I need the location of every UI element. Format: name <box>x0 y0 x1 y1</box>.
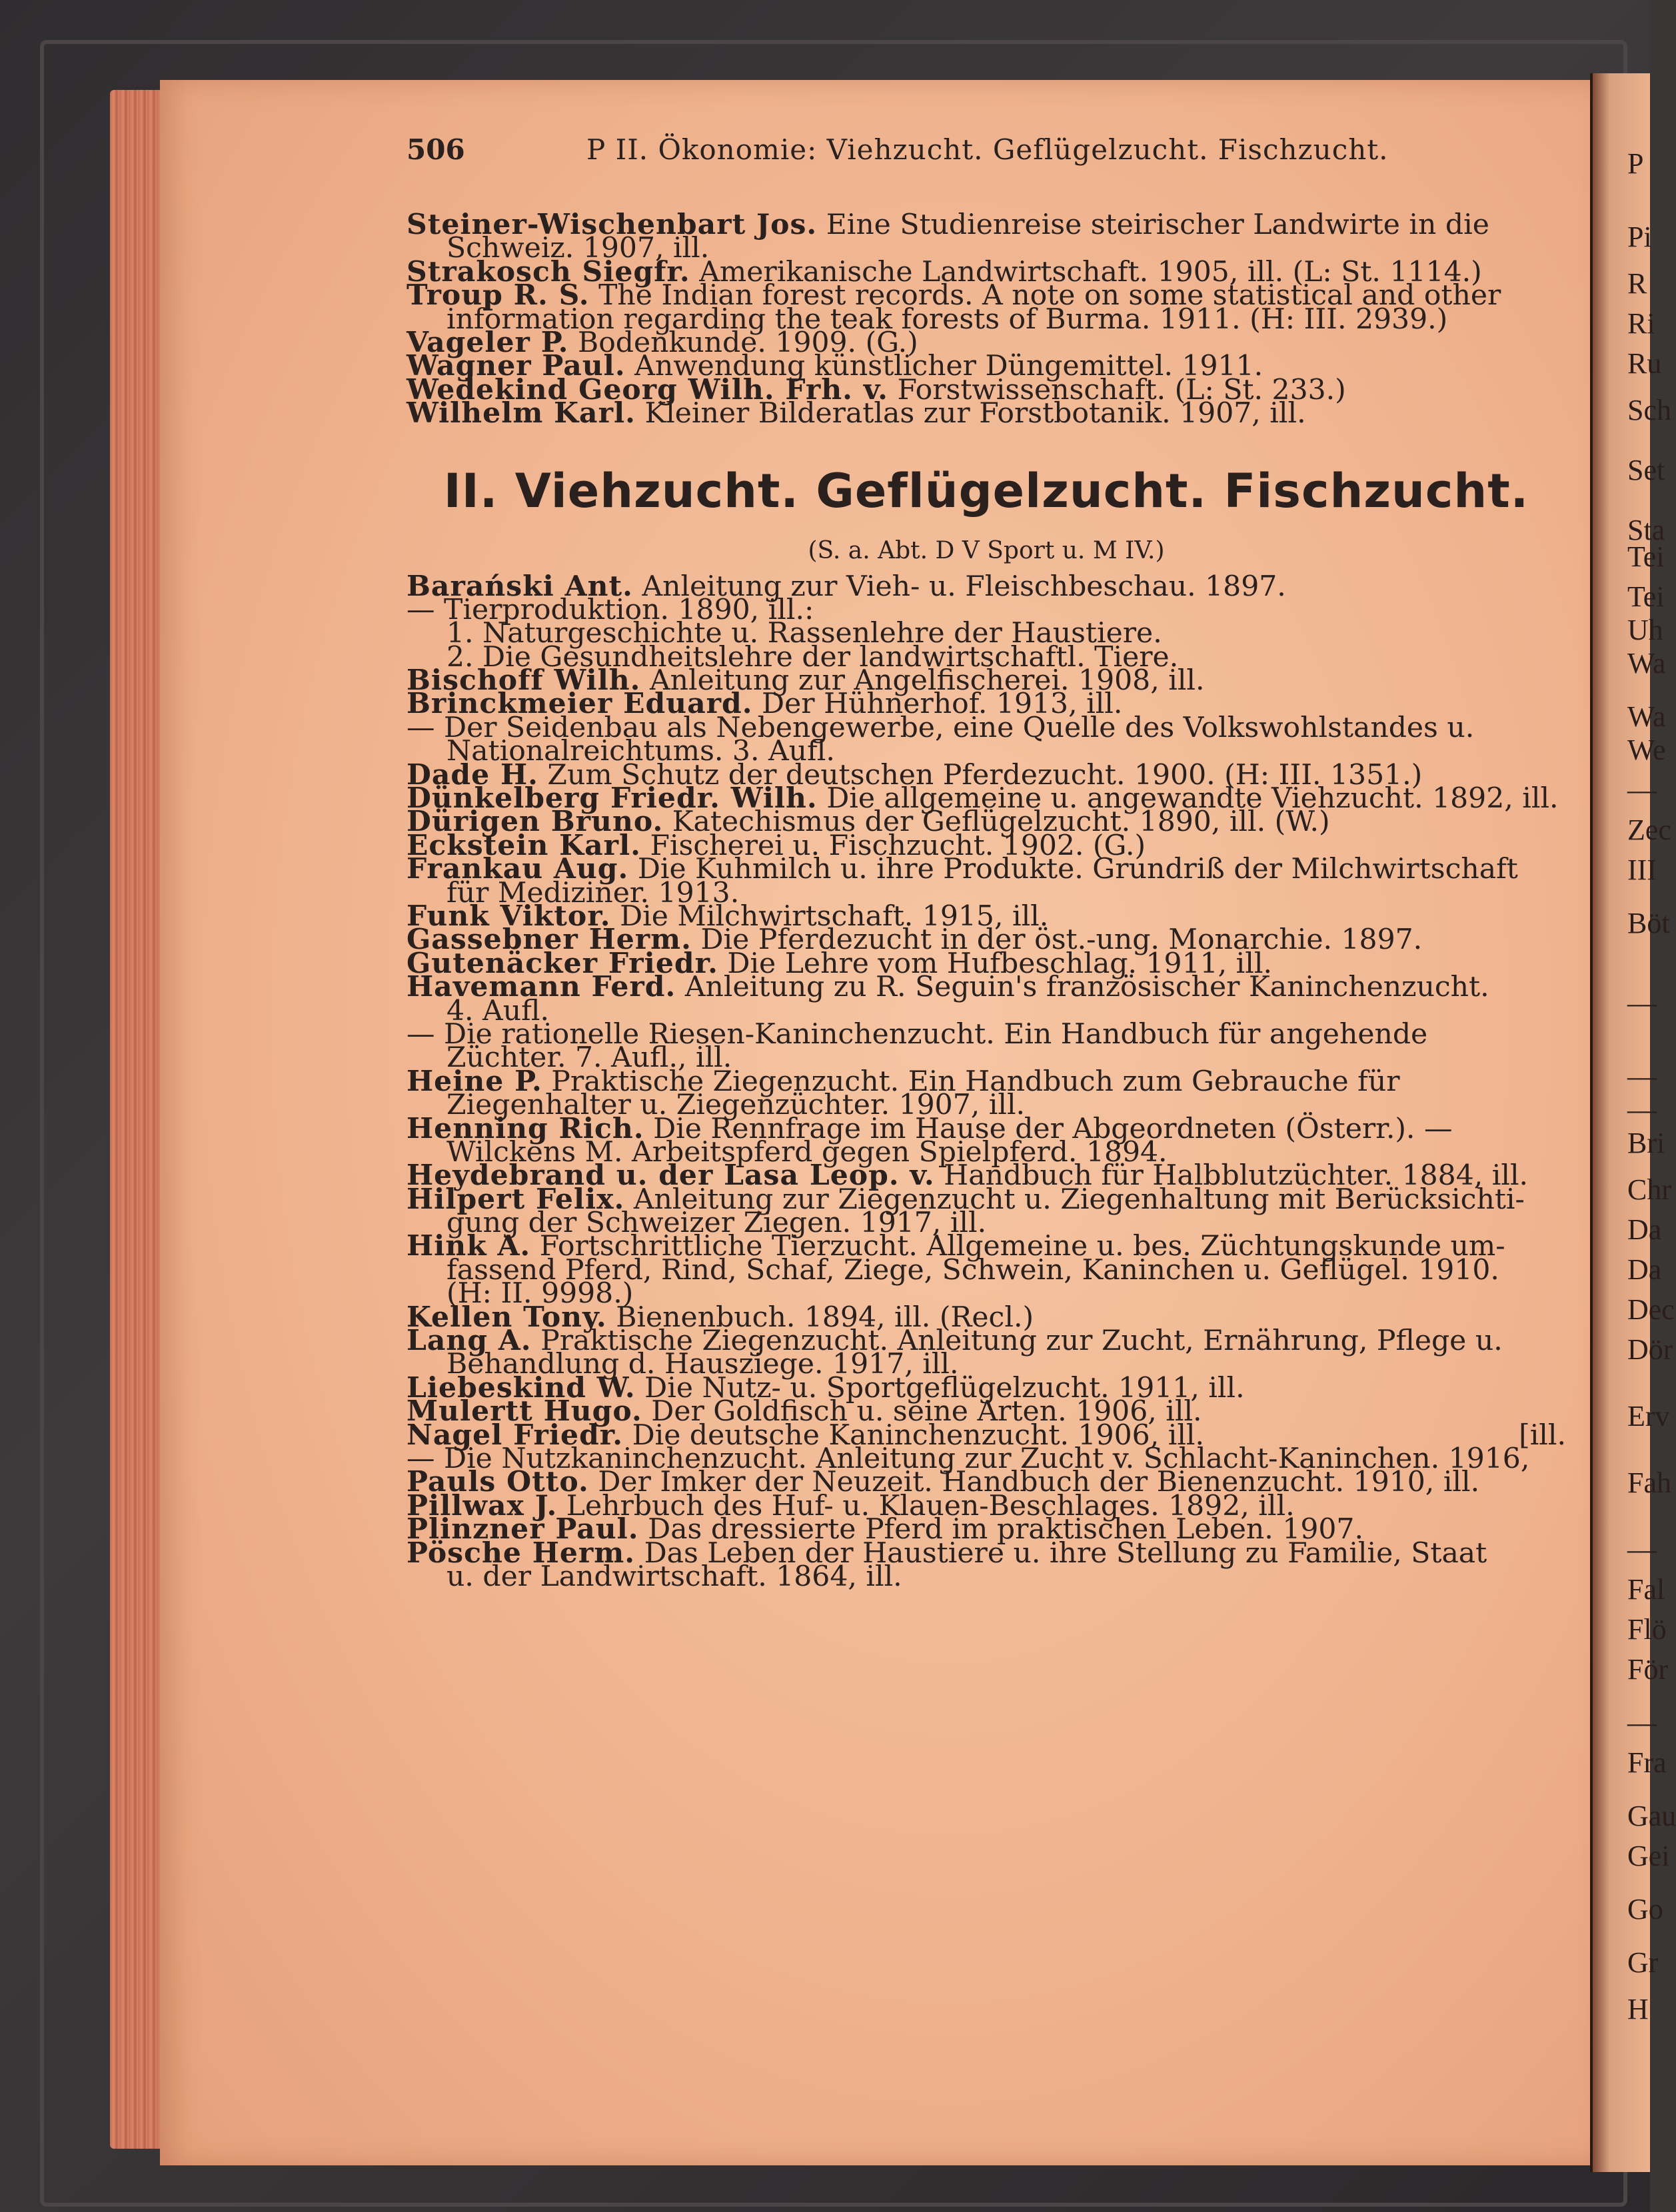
entry-author: Pillwax J. <box>407 1488 558 1522</box>
entry-text: Katechismus der Geflügelzucht. 1890, ill. (W.) <box>663 806 1330 839</box>
entry-continuation-line: fassend Pferd, Rind, Schaf, Ziege, Schwein, Kaninchen u. Geflügel. 1910. <box>446 1253 1499 1287</box>
entry-text: Anwendung künstlicher Düngemittel. 1911. <box>625 350 1263 383</box>
bibliography-entry <box>407 1111 1566 1169</box>
entry-text: Die Nutz- u. Sportgeflügelzucht. 1911, ill. <box>635 1371 1245 1404</box>
entry-author: Heine P. <box>407 1064 542 1098</box>
entry-author: Troup R. S. <box>407 278 590 312</box>
entry-text: Kleiner Bilderatlas zur Forstbotanik. 1907, ill. <box>635 397 1306 430</box>
entry-text: Die Pferdezucht in der öst.-ung. Monarchie. 1897. <box>691 923 1423 957</box>
entry-author: Gassebner Herm. <box>407 923 692 957</box>
entry-text: The Indian forest records. A note on some statistical and other <box>589 279 1501 312</box>
entry-text: Die Lehre vom Hufbeschlag. 1911, ill. <box>718 947 1272 980</box>
top-entry-list <box>407 208 1566 430</box>
entry-text: Die Rennfrage im Hause der Abgeordneten (Österr.). — <box>644 1112 1453 1145</box>
entry-text: Der Goldfisch u. seine Arten. 1906, ill. <box>642 1395 1202 1428</box>
facing-page-fragment: Böt <box>1627 907 1670 939</box>
facing-page-fragment: Go <box>1627 1893 1663 1926</box>
bibliography-entry <box>407 852 1566 909</box>
entry-text: Eine Studienreise steirischer Landwirte in die <box>817 209 1489 241</box>
entry-text: — Die Nutzkaninchenzucht. Anleitung zur Zucht v. Schlacht-Kaninchen. 1916, <box>407 1442 1530 1475</box>
entry-author: Pösche Herm. <box>407 1536 636 1570</box>
facing-page-fragment: Bri <box>1627 1127 1665 1159</box>
entry-text: Anleitung zur Angelfischerei. 1908, ill. <box>640 664 1205 698</box>
entry-author: Dade H. <box>407 758 538 792</box>
bibliography-entry <box>407 1064 1566 1122</box>
entry-continuation-line: information regarding the teak forests of Burma. 1911. (H: III. 2939.) <box>446 302 1448 336</box>
entry-author: Kellen Tony. <box>407 1300 607 1334</box>
entry-continuation-line: (H: II. 9998.) <box>446 1277 634 1311</box>
entry-author: Bischoff Wilh. <box>407 664 641 698</box>
entry-text: Praktische Ziegenzucht. Ein Handbuch zum Gebrauche für <box>542 1065 1400 1098</box>
facing-page-fragment: Gr <box>1627 1946 1659 1979</box>
facing-page-fragment: Uh <box>1627 614 1663 646</box>
facing-page-fragment: P <box>1627 147 1644 180</box>
entry-text: Lehrbuch des Huf- u. Klauen-Beschlages. 1892, ill. <box>557 1489 1295 1522</box>
entry-author: Plinzner Paul. <box>407 1512 639 1546</box>
entry-text: Praktische Ziegenzucht. Anleitung zur Zucht, Ernährung, Pflege u. <box>531 1325 1503 1358</box>
entry-author: Wagner Paul. <box>407 349 626 383</box>
entry-text: Fortschrittliche Tierzucht. Allgemeine u. bes. Züchtungskunde um- <box>530 1230 1505 1263</box>
running-head <box>407 133 1473 173</box>
bibliography-entry <box>407 208 1566 265</box>
entry-continuation-line: Schweiz. 1907, ill. <box>446 232 710 265</box>
facing-page-fragment: Flö <box>1627 1613 1667 1646</box>
entry-text: Zum Schutz der deutschen Pferdezucht. 1900. (H: III. 1351.) <box>538 758 1423 792</box>
entry-text: Das dressierte Pferd im praktischen Leben. 1907. <box>638 1513 1363 1546</box>
facing-page-fragment: Dör <box>1627 1333 1673 1366</box>
entry-list <box>407 569 1566 1593</box>
facing-page-fragment: — <box>1627 987 1657 1019</box>
entry-text: Die deutsche Kaninchenzucht. 1906, ill. <box>623 1418 1205 1452</box>
entry-text: Amerikanische Landwirtschaft. 1905, ill. (L: St. 1114.) <box>690 255 1482 288</box>
facing-page-fragment: III <box>1627 853 1657 886</box>
entry-text: Bodenkunde. 1909. (G.) <box>568 326 918 359</box>
entry-author: Nagel Friedr. <box>407 1418 624 1452</box>
entry-continuation-line: 4. Aufl. <box>446 994 549 1027</box>
entry-text: Der Imker der Neuzeit. Handbuch der Bienenzucht. 1910, ill. <box>588 1466 1480 1499</box>
facing-page-fragment: H <box>1627 1993 1649 2025</box>
section-heading: II. Viehzucht. Geflügelzucht. Fischzucht. <box>443 463 1529 518</box>
entry-text: Die Milchwirtschaft. 1915, ill. <box>610 899 1049 933</box>
entry-continuation-mark: [ill. <box>1519 1418 1566 1452</box>
facing-page-fragment: Ri <box>1627 307 1655 340</box>
facing-page-fragment: Erv <box>1627 1400 1670 1432</box>
bibliography-entry <box>407 278 1566 336</box>
facing-page-fragment: Fah <box>1627 1466 1671 1499</box>
section-subheading: (S. a. Abt. D V Sport u. M IV.) <box>808 536 1165 564</box>
entry-text: Die allgemeine u. angewandte Viehzucht. 1892, ill. <box>817 782 1559 816</box>
facing-page-fragment: — <box>1627 774 1657 806</box>
entry-author: Steiner-Wischenbart Jos. <box>407 208 818 241</box>
facing-page-fragment: Fal <box>1627 1573 1665 1606</box>
entry-continuation-line: u. der Landwirtschaft. 1864, ill. <box>446 1560 902 1593</box>
entry-author: Dünkelberg Friedr. Wilh. <box>407 782 818 816</box>
bibliography-entry <box>407 711 1566 768</box>
facing-page-fragment: Gei <box>1627 1840 1670 1872</box>
facing-page-fragment: Pi <box>1627 221 1652 253</box>
running-head-title: P II. Ökonomie: Viehzucht. Geflügelzucht. Fischzucht. <box>586 133 1389 166</box>
entry-author: Mulertt Hugo. <box>407 1394 642 1428</box>
entry-text: Forstwissenschaft. (L: St. 233.) <box>888 373 1346 406</box>
entry-author: Pauls Otto. <box>407 1465 589 1499</box>
entry-continuation-line: Ziegenhalter u. Ziegenzüchter. 1907, ill. <box>446 1089 1026 1122</box>
entry-text: — Der Seidenbau als Nebengewerbe, eine Quelle des Volkswohlstandes u. <box>407 711 1475 744</box>
facing-page-fragment: Wa <box>1627 647 1666 680</box>
entry-author: Hink A. <box>407 1229 531 1263</box>
entry-author: Wilhelm Karl. <box>407 396 636 430</box>
facing-page-fragment: Tei <box>1627 540 1665 573</box>
entry-text: Handbuch für Halbblutzüchter. 1884, ill. <box>934 1159 1529 1193</box>
entry-text: Anleitung zur Vieh- u. Fleischbeschau. 1897. <box>632 570 1286 603</box>
entry-text: Anleitung zu R. Seguin's französischer Kaninchenzucht. <box>676 971 1489 1004</box>
entry-author: Heydebrand u. der Lasa Leop. v. <box>407 1159 935 1193</box>
entry-first-line <box>407 1418 1566 1452</box>
entry-author: Gutenäcker Friedr. <box>407 946 718 980</box>
entry-author: Eckstein Karl. <box>407 828 641 862</box>
bibliography-entry <box>407 1017 1566 1075</box>
entry-first-line <box>407 970 1566 1004</box>
facing-page-fragment: Set <box>1627 454 1665 486</box>
bibliography-entry <box>407 1418 1566 1452</box>
entry-author: Henning Rich. <box>407 1111 644 1145</box>
entry-author: Lang A. <box>407 1324 532 1358</box>
entry-continuation-line: 1. Naturgeschichte u. Rassenlehre der Haustiere. <box>446 617 1162 650</box>
bibliography-entry <box>407 1324 1566 1381</box>
bibliography-entry <box>407 970 1566 1027</box>
facing-page-fragment: För <box>1627 1653 1669 1686</box>
entry-author: Vageler P. <box>407 325 569 359</box>
entry-text: Fischerei u. Fischzucht. 1902. (G.) <box>640 829 1146 862</box>
facing-page-fragment: Sta <box>1627 514 1665 546</box>
facing-page-fragment: Ru <box>1627 347 1662 380</box>
entry-author: Funk Viktor. <box>407 899 611 933</box>
entry-author: Dürigen Bruno. <box>407 805 664 839</box>
facing-page-fragment: — <box>1627 1060 1657 1093</box>
facing-page-fragment: Wa <box>1627 700 1666 733</box>
facing-page-fragment: — <box>1627 1093 1657 1126</box>
entry-continuation-line: gung der Schweizer Ziegen. 1917, ill. <box>446 1207 987 1240</box>
facing-page-fragment: Da <box>1627 1213 1662 1246</box>
facing-page-fragment: Tei <box>1627 580 1665 613</box>
entry-continuation-line: für Mediziner. 1913. <box>446 876 740 909</box>
entry-text: Das Leben der Haustiere u. ihre Stellung zu Familie, Staat <box>635 1536 1487 1570</box>
bibliography-entry <box>407 1182 1566 1240</box>
entry-continuation-line: Züchter. 7. Aufl., ill. <box>446 1041 732 1075</box>
facing-page-fragment: Dec <box>1627 1293 1675 1326</box>
entry-author: Wedekind Georg Wilh. Frh. v. <box>407 372 888 406</box>
facing-page-fragment: Zec <box>1627 814 1671 846</box>
entry-author: Barański Ant. <box>407 569 633 603</box>
entry-author: Strakosch Siegfr. <box>407 255 690 288</box>
entry-author: Hilpert Felix. <box>407 1182 625 1216</box>
entry-continuation-line: Nationalreichtums. 3. Aufl. <box>446 735 835 768</box>
facing-page-fragment: Gau <box>1627 1800 1676 1832</box>
entry-text: Anleitung zur Ziegenzucht u. Ziegenhaltung mit Berücksichti- <box>624 1183 1525 1216</box>
entry-author: Brinckmeier Eduard. <box>407 687 753 721</box>
facing-page-fragment: R <box>1627 267 1647 300</box>
facing-page-fragment: — <box>1627 1533 1657 1566</box>
entry-continuation-line: 2. Die Gesundheitslehre der landwirtschaftl. Tiere. <box>446 640 1179 674</box>
entry-author: Liebeskind W. <box>407 1371 636 1404</box>
bibliography-entry <box>407 1536 1566 1593</box>
entry-author: Havemann Ferd. <box>407 970 676 1004</box>
bibliography-entry <box>407 593 1566 674</box>
bibliography-entry <box>407 1229 1566 1311</box>
entry-text: Der Hühnerhof. 1913, ill. <box>752 688 1123 721</box>
entry-continuation-line: Wilckens M. Arbeitspferd gegen Spielpferd. 1894. <box>446 1135 1168 1169</box>
facing-page-fragment: — <box>1627 1706 1657 1739</box>
entry-author: Frankau Aug. <box>407 852 629 886</box>
facing-page-fragment: Sch <box>1627 394 1671 426</box>
facing-page-fragment: Chr <box>1627 1173 1671 1206</box>
entry-text: Bienenbuch. 1894, ill. (Recl.) <box>606 1301 1034 1334</box>
page-number: 506 <box>407 133 465 166</box>
facing-page-fragment: Da <box>1627 1253 1662 1286</box>
facing-page-edge <box>1593 73 1676 2172</box>
entry-text: — Tierproduktion. 1890, ill.: <box>407 593 814 626</box>
facing-page-fragment: We <box>1627 734 1666 766</box>
entry-first-line <box>407 396 1566 430</box>
entry-text: Die Kuhmilch u. ihre Produkte. Grundriß der Milchwirtschaft <box>628 853 1518 886</box>
page-text <box>407 208 1566 1593</box>
facing-page-fragment: Fra <box>1627 1746 1667 1779</box>
bibliography-entry <box>407 396 1566 430</box>
entry-text: — Die rationelle Riesen-Kaninchenzucht. Ein Handbuch für angehende <box>407 1017 1428 1051</box>
entry-continuation-line: Behandlung d. Hausziege. 1917, ill. <box>446 1348 959 1381</box>
